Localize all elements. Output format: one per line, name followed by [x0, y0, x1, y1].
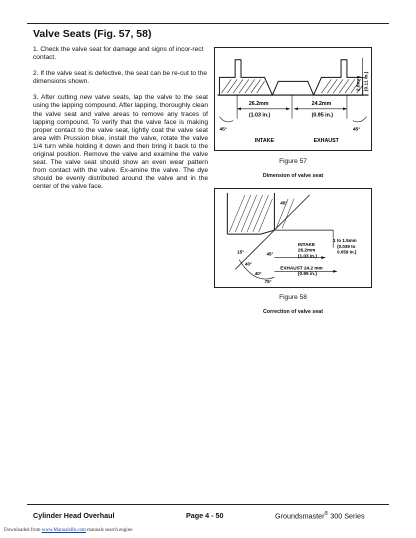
fig57-angle-right: 45° [352, 127, 361, 133]
fig57-intake-dim: 26.2mm [248, 100, 269, 107]
valve-seat-correction-diagram [215, 189, 371, 287]
fig57-height-dim: 2.8mm [356, 75, 362, 92]
download-suffix: manuals search engine [85, 528, 133, 533]
fig57-angle-left: 45° [219, 127, 227, 133]
figure-57-drawing [214, 47, 372, 151]
fig57-intake-label: INTAKE [254, 138, 275, 145]
fig58-exhaust-in: (0.95 in.) [297, 271, 317, 277]
fig58-intake-dim-in: (1.03 in.) [297, 253, 317, 259]
fig58-angle-75: 75° [264, 279, 272, 285]
footer-page-number: Page 4 - 50 [186, 511, 224, 520]
fig58-intake-dim: 26.2mm [297, 247, 316, 253]
figure-57-subcaption: Dimension of valve seat [262, 173, 324, 179]
section-title: Valve Seats (Fig. 57, 58) [33, 28, 152, 40]
fig58-range-in1: (0.039 to [337, 243, 356, 249]
paragraph-2: 2. If the valve seat is defective, the seat can be re-cut to the dimensions shown. [33, 70, 208, 86]
footer-section-name: Cylinder Head Overhaul [33, 511, 115, 520]
footer-rule [27, 504, 389, 505]
footer-series: 300 Series [328, 511, 365, 521]
figure-58-drawing [214, 188, 372, 288]
fig57-exhaust-dim-in: (0.95 in.) [311, 112, 334, 119]
figure-57-caption: Figure 57 [279, 158, 307, 165]
fig58-angle-15: 15° [237, 249, 244, 255]
fig58-range: 1 to 1.5mm [333, 237, 357, 243]
body-text [33, 46, 208, 200]
manualslib-link[interactable]: www.Manualslib.com [41, 528, 86, 533]
figure-58-caption: Figure 58 [279, 294, 307, 301]
figure-58-subcaption: Correction of valve seat [262, 309, 324, 315]
footer-product [275, 511, 365, 520]
fig58-angle-45: 45° [266, 251, 274, 257]
fig57-intake-dim-in: (1.03 in.) [248, 112, 271, 119]
download-prefix: Downloaded from [4, 528, 42, 533]
paragraph-1: 1. Check the valve seat for damage and signs of incor-rect contact. [33, 46, 204, 62]
fig57-exhaust-label: EXHAUST [313, 138, 339, 145]
fig58-range-in2: 0.059 in.) [337, 249, 357, 255]
footer-brand: Groundsmaster [275, 511, 325, 521]
valve-seat-dimension-diagram [215, 48, 371, 150]
fig57-height-dim-in: (0.11 in.) [364, 71, 370, 92]
paragraph-3: 3. After cutting new valve seats, lap the valve to the seat using the lapping compound. After lapping, thoroughly clean the valve seat and valve areas to remove any traces of lapping compound. To verify that the valve face is making proper contact to the valve seat, lightly coat the valve seat area with Prussion blue, install the valve, rotate the valve 1/4 turn while holding it down and then bring it back to the original position. Remove the valve and examine the valve seat. The valve seat should show an even wear pattern from contact with the valve. Ex-amine the valve. The dye should be evenly distributed around the valve and in the center of the valve face. [33, 94, 208, 191]
fig58-intake: INTAKE [297, 241, 316, 247]
fig58-exhaust: EXHAUST 24.2 mm [280, 265, 323, 271]
fig58-angle-40b: 40° [254, 271, 262, 277]
fig57-exhaust-dim: 24.2mm [311, 100, 332, 107]
download-notice [4, 528, 132, 533]
registered-mark: ® [324, 511, 329, 517]
header-rule [27, 23, 389, 24]
fig58-angle-40a: 40° [244, 261, 252, 267]
fig58-angle-top: 45° [280, 200, 288, 206]
